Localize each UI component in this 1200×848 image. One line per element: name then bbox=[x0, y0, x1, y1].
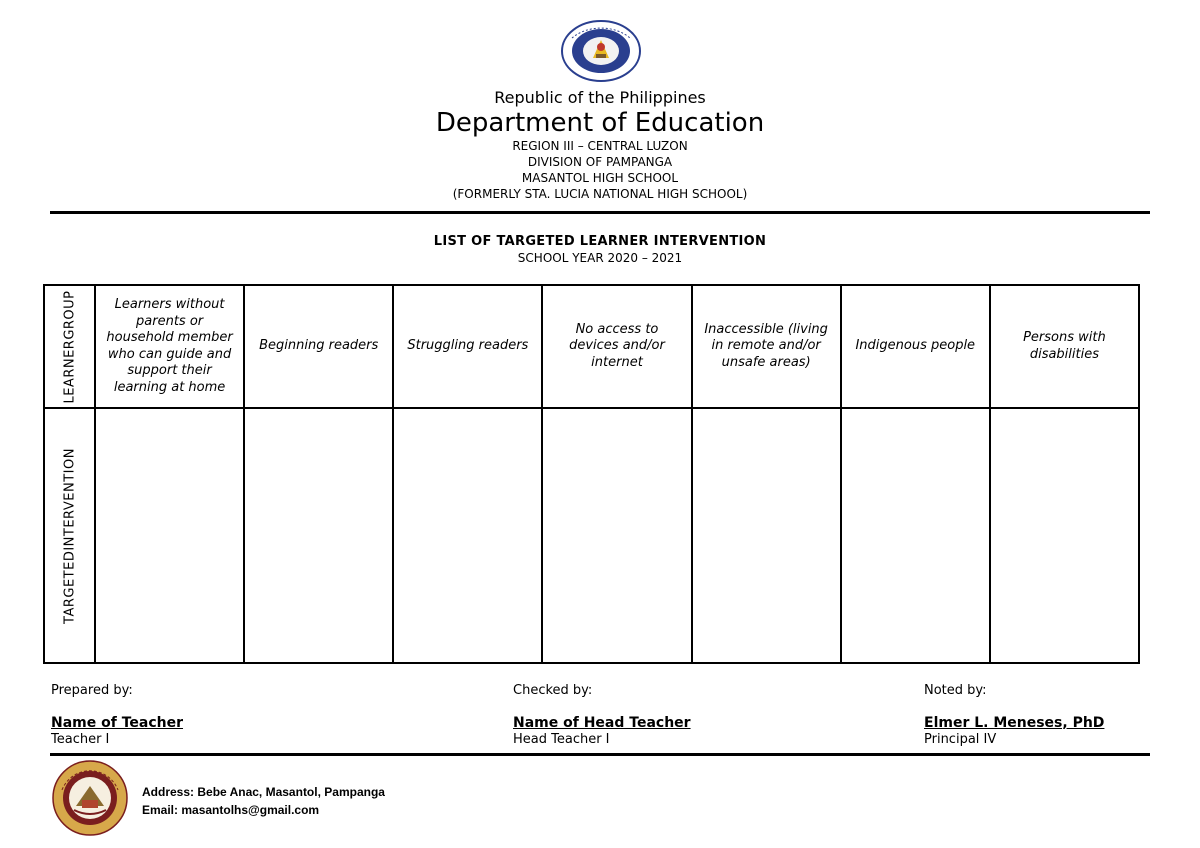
school-address: Address: Bebe Anac, Masantol, Pampanga bbox=[142, 785, 385, 799]
deped-seal-logo bbox=[560, 20, 642, 82]
division-line: DIVISION OF PAMPANGA bbox=[527, 155, 673, 169]
document-title: LIST OF TARGETED LEARNER INTERVENTION bbox=[433, 234, 767, 249]
column-header: Learners without parents or household member who can guide and support their learning at home bbox=[95, 285, 244, 408]
row-label-text: TARGETEDINTERVENTION bbox=[62, 447, 77, 624]
signatory-name: Name of Teacher bbox=[51, 715, 184, 731]
republic-line: Republic of the Philippines bbox=[494, 88, 706, 107]
school-email: Email: masantolhs@gmail.com bbox=[142, 803, 320, 817]
row-label-learner-group bbox=[44, 285, 95, 408]
column-header: Indigenous people bbox=[841, 285, 990, 408]
signature-label: Noted by: bbox=[924, 683, 987, 698]
footer-divider bbox=[50, 753, 1150, 756]
column-header: Beginning readers bbox=[244, 285, 393, 408]
school-year: SCHOOL YEAR 2020 – 2021 bbox=[517, 251, 683, 265]
table-cell[interactable] bbox=[95, 408, 244, 663]
signatory-role: Principal IV bbox=[924, 732, 997, 747]
school-line: MASANTOL HIGH SCHOOL bbox=[521, 171, 679, 185]
column-header: Persons with disabilities bbox=[990, 285, 1139, 408]
school-seal-logo bbox=[52, 760, 128, 836]
table-cell[interactable] bbox=[542, 408, 691, 663]
region-line: REGION III – CENTRAL LUZON bbox=[512, 139, 688, 153]
signatory-role: Teacher I bbox=[51, 732, 110, 747]
table-header-row bbox=[44, 285, 1139, 408]
table-cell[interactable] bbox=[841, 408, 990, 663]
department-title: Department of Education bbox=[435, 108, 765, 138]
row-label-text: LEARNERGROUP bbox=[62, 289, 77, 404]
signatory-role: Head Teacher I bbox=[513, 732, 610, 747]
intervention-table bbox=[43, 284, 1140, 664]
table-cell[interactable] bbox=[244, 408, 393, 663]
signature-label: Prepared by: bbox=[51, 683, 133, 698]
signatory-name: Name of Head Teacher bbox=[513, 715, 691, 731]
table-cell[interactable] bbox=[990, 408, 1139, 663]
signatory-name: Elmer L. Meneses, PhD bbox=[924, 715, 1105, 731]
row-label-targeted-intervention bbox=[44, 408, 95, 663]
signature-label: Checked by: bbox=[513, 683, 593, 698]
table-cell[interactable] bbox=[692, 408, 841, 663]
table-body-row bbox=[44, 408, 1139, 663]
header-divider bbox=[50, 211, 1150, 214]
table-cell[interactable] bbox=[393, 408, 542, 663]
column-header: Inaccessible (living in remote and/or unsafe areas) bbox=[692, 285, 841, 408]
column-header: Struggling readers bbox=[393, 285, 542, 408]
column-header: No access to devices and/or internet bbox=[542, 285, 691, 408]
formerly-line: (FORMERLY STA. LUCIA NATIONAL HIGH SCHOOL) bbox=[452, 187, 748, 201]
